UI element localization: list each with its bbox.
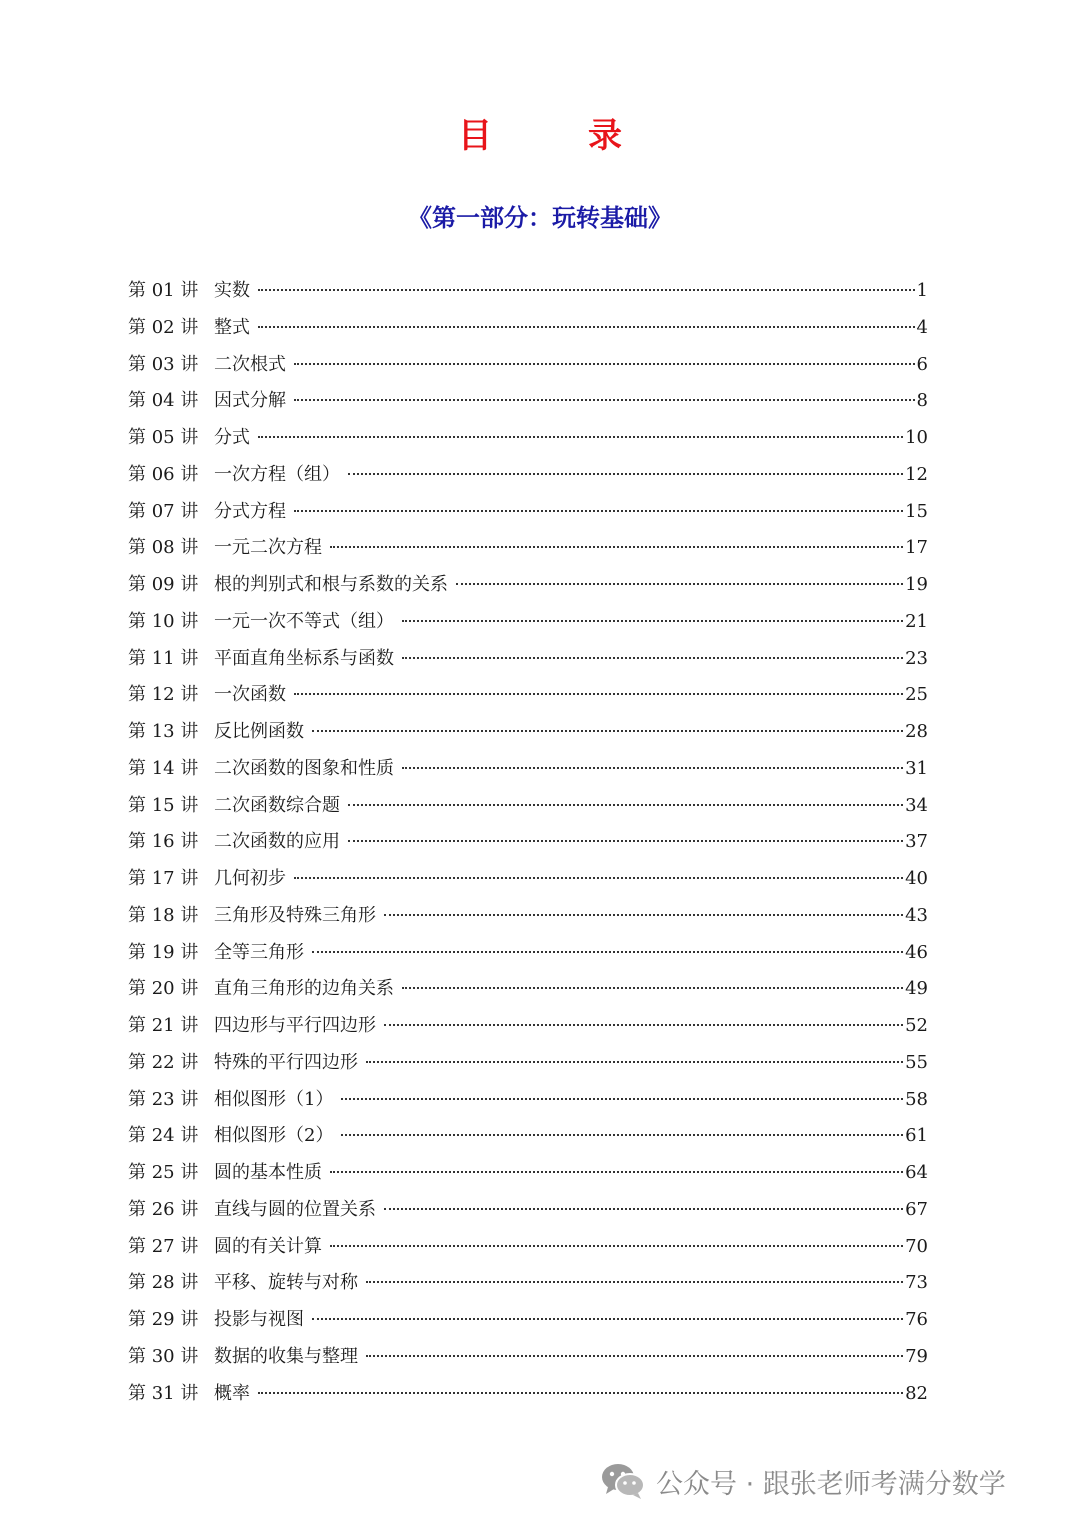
lecture-number: 第 28 讲 [128,1272,199,1294]
page-number: 58 [905,1088,928,1110]
toc-entry [128,604,928,641]
dot-leader [258,435,903,438]
lecture-title: 一次函数 [214,684,286,706]
toc-entry [128,1265,928,1302]
page-number: 73 [905,1272,928,1294]
dot-leader [330,1244,903,1247]
lecture-number: 第 08 讲 [128,537,199,559]
lecture-number: 第 29 讲 [128,1309,199,1330]
page-number: 10 [905,427,928,448]
lecture-number: 第 12 讲 [128,684,199,706]
lecture-title: 四边形与平行四边形 [214,1015,376,1036]
table-of-contents [128,273,928,1412]
dot-leader [330,545,903,548]
dot-leader [402,619,903,622]
page-number: 28 [905,721,928,742]
lecture-title: 概率 [214,1382,250,1404]
lecture-title: 直角三角形的边角关系 [214,978,394,1000]
lecture-number: 第 25 讲 [128,1162,199,1183]
toc-entry [128,1008,928,1045]
toc-entry [128,1118,928,1155]
lecture-number: 第 31 讲 [128,1382,199,1404]
lecture-number: 第 07 讲 [128,500,199,522]
toc-entry [128,1192,928,1229]
dot-leader [294,362,915,365]
lecture-title: 全等三角形 [214,941,304,963]
toc-entry [128,420,928,457]
toc-entry [128,788,928,825]
lecture-number: 第 01 讲 [128,280,199,301]
dot-leader [456,582,903,585]
lecture-number: 第 05 讲 [128,427,199,448]
lecture-title: 特殊的平行四边形 [214,1051,358,1073]
page-number: 21 [905,610,928,632]
lecture-number: 第 19 讲 [128,941,199,963]
lecture-number: 第 18 讲 [128,904,199,926]
lecture-title: 投影与视图 [214,1309,304,1330]
toc-entry [128,494,928,531]
lecture-title: 平面直角坐标系与函数 [214,647,394,669]
toc-entry [128,751,928,788]
toc-entry [128,641,928,678]
lecture-number: 第 14 讲 [128,757,199,779]
lecture-number: 第 24 讲 [128,1125,199,1147]
page-number: 6 [916,353,928,375]
dot-leader [366,1060,903,1063]
page-number: 67 [905,1198,928,1220]
lecture-number: 第 09 讲 [128,574,199,595]
page-number: 19 [905,574,928,595]
lecture-title: 一元二次方程 [214,537,322,559]
dot-leader [341,1133,903,1136]
dot-leader [402,656,903,659]
page-number: 49 [905,978,928,1000]
lecture-number: 第 30 讲 [128,1345,199,1367]
page-number: 40 [905,868,928,889]
page-number: 46 [905,941,928,963]
lecture-number: 第 02 讲 [128,316,199,338]
toc-entry [128,971,928,1008]
lecture-number: 第 06 讲 [128,463,199,485]
page-number: 43 [905,904,928,926]
lecture-number: 第 26 讲 [128,1198,199,1220]
toc-entry [128,273,928,310]
lecture-number: 第 03 讲 [128,353,199,375]
lecture-title: 一元一次不等式（组） [214,610,394,632]
dot-leader [384,1023,903,1026]
dot-leader [294,876,903,879]
dot-leader [402,986,903,989]
dot-leader [312,1317,903,1320]
lecture-title: 二次函数的应用 [214,831,340,853]
lecture-title: 三角形及特殊三角形 [214,904,376,926]
page-number: 82 [905,1382,928,1404]
toc-entry [128,714,928,751]
toc-entry [128,310,928,347]
toc-entry [128,457,928,494]
lecture-number: 第 15 讲 [128,794,199,816]
lecture-title: 几何初步 [214,868,286,889]
dot-leader [330,1170,903,1173]
lecture-title: 因式分解 [214,390,286,412]
toc-entry [128,1045,928,1082]
lecture-title: 二次根式 [214,353,286,375]
lecture-number: 第 11 讲 [128,647,199,669]
page-number: 37 [905,831,928,853]
page-number: 17 [905,537,928,559]
dot-leader [294,509,903,512]
lecture-title: 相似图形（2） [214,1125,334,1147]
page-number: 12 [905,463,928,485]
page-number: 23 [905,647,928,669]
toc-entry [128,824,928,861]
toc-entry [128,347,928,384]
lecture-title: 数据的收集与整理 [214,1345,358,1367]
dot-leader [312,950,903,953]
toc-entry [128,383,928,420]
dot-leader [258,1391,903,1394]
dot-leader [384,913,903,916]
lecture-title: 根的判别式和根与系数的关系 [214,574,448,595]
lecture-title: 一次方程（组） [214,463,340,485]
toc-entry [128,677,928,714]
dot-leader [294,692,903,695]
toc-entry [128,1376,928,1413]
lecture-number: 第 13 讲 [128,721,199,742]
toc-entry [128,1229,928,1266]
page-number: 61 [905,1125,928,1147]
lecture-title: 分式方程 [214,500,286,522]
toc-entry [128,898,928,935]
dot-leader [384,1207,903,1210]
lecture-title: 相似图形（1） [214,1088,334,1110]
lecture-title: 分式 [214,427,250,448]
toc-entry [128,530,928,567]
lecture-title: 圆的有关计算 [214,1235,322,1257]
lecture-title: 平移、旋转与对称 [214,1272,358,1294]
part-title: 《第一部分：玩转基础》 [408,204,672,232]
dot-leader [341,1097,903,1100]
toc-entry [128,1339,928,1376]
lecture-number: 第 22 讲 [128,1051,199,1073]
page-number: 55 [905,1051,928,1073]
page-number: 64 [905,1162,928,1183]
page-number: 4 [916,316,928,338]
toc-entry [128,861,928,898]
lecture-title: 圆的基本性质 [214,1162,322,1183]
dot-leader [312,729,903,732]
lecture-number: 第 04 讲 [128,390,199,412]
dot-leader [402,766,903,769]
page-number: 31 [905,757,928,779]
lecture-title: 整式 [214,316,250,338]
page-number: 79 [905,1345,928,1367]
toc-entry [128,935,928,972]
lecture-number: 第 10 讲 [128,610,199,632]
dot-leader [258,288,915,291]
lecture-title: 二次函数综合题 [214,794,340,816]
dot-leader [348,803,903,806]
lecture-number: 第 23 讲 [128,1088,199,1110]
lecture-number: 第 21 讲 [128,1015,199,1036]
dot-leader [348,472,903,475]
lecture-number: 第 20 讲 [128,978,199,1000]
toc-entry [128,1082,928,1119]
lecture-number: 第 17 讲 [128,868,199,889]
watermark [600,1458,1006,1504]
lecture-number: 第 16 讲 [128,831,199,853]
page-number: 15 [905,500,928,522]
lecture-number: 第 27 讲 [128,1235,199,1257]
page-number: 52 [905,1015,928,1036]
lecture-title: 实数 [214,280,250,301]
dot-leader [348,839,903,842]
dot-leader [366,1354,903,1357]
lecture-title: 直线与圆的位置关系 [214,1198,376,1220]
toc-entry [128,567,928,604]
watermark-text: 公众号 · 跟张老师考满分数学 [656,1468,1006,1500]
wechat-icon [600,1461,646,1501]
toc-entry [128,1302,928,1339]
dot-leader [258,325,915,328]
page-number: 8 [916,390,928,412]
dot-leader [366,1280,903,1283]
lecture-title: 反比例函数 [214,721,304,742]
toc-entry [128,1155,928,1192]
lecture-title: 二次函数的图象和性质 [214,757,394,779]
page-number: 25 [905,684,928,706]
page-title: 目录 [458,116,718,156]
dot-leader [294,398,915,401]
page-number: 76 [905,1309,928,1330]
page-number: 1 [916,280,928,301]
page-number: 34 [905,794,928,816]
page-number: 70 [905,1235,928,1257]
